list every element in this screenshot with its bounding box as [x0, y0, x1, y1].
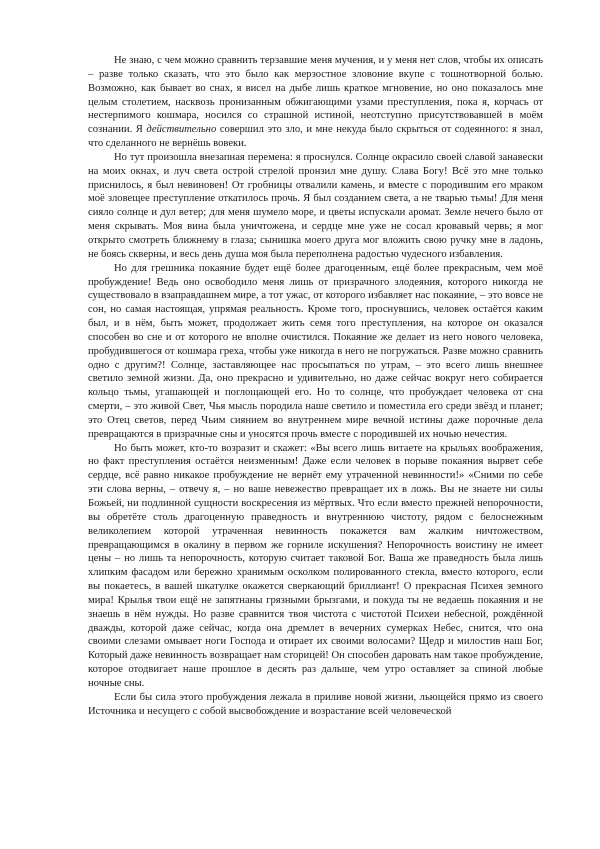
paragraph-1-text-start: Не знаю, с чем можно сравнить терзавшие меня мучения, и у меня нет слов, чтобы их описать – разве только сказать, что это было как мерзостное зловоние вкупе с тошнотворной болью. Возможно, как бывает во снах, я висел на дыбе лишь краткое мгновение, но оно показалось мне целым столетием, насквозь пронизанным обжигающими узами преступления, пока я, корчась от нестерпимого кошмара, носился со страшной истиной, неотступно присутствовавшей в моём сознании. Я: [88, 55, 543, 136]
paragraph-1: [88, 54, 543, 151]
emphasis-word: действительно: [146, 124, 217, 136]
body-text: [88, 54, 543, 719]
paragraph-5: Если бы сила этого пробуждения лежала в приливе новой жизни, льющейся прямо из своего Источника и несущего с собой высвобождение и возрастание всей человеческой: [88, 691, 543, 717]
paragraph-4: Но быть может, кто-то возразит и скажет: «Вы всего лишь витаете на крыльях воображения, но факт преступления остаётся неизменным! Даже если человек в порыве покаяния вырвет себе сердце, всё равно никакое пробуждение не вернёт ему утраченной невинности!» «Сними по себе эти слова верны, – отвечу я, – но ваше невежество превращает их в ложь. Вы не знаете ни силы Божьей, ни подлинной сущности воскресения из мёртвых. Что если вместо прежней непорочности, вы обретёте столь драгоценную праведность и внутреннюю чистоту, рядом с белоснежным великолепием которой утраченная невинность покажется вам жалким ничтожеством, превращающимся в окалину в первом же горниле искушения? Непорочность воистину не имеет цены – но лишь та непорочность, которую считает таковой Бог. Ваша же праведность была лишь хлипким фасадом или бережно хранимым осколком полированного стекла, вместо которого, если вы покаетесь, в вашей шкатулке окажется сверкающий бриллиант! О прекрасная Психея земного мира! Крылья твои ещё не запятнаны грязными брызгами, и покуда ты не ведаешь покаяния и не знаешь в нём нужды. Но разве сравнится твоя чистота с чистотой Психеи небесной, рождённой дважды, которой даже сейчас, когда она дремлет в вечерних сумерках Небес, снится, что она своими слезами омывает ноги Господа и отирает их своими волосами? Щедр и милостив наш Бог, Который даже невинность возвращает нам сторицей! Он способен даровать нам такое пробуждение, которое отодвигает наше прошлое в десять раз дальше, чем утро оставляет за спиной любые ночные сны.: [88, 442, 543, 689]
paragraph-3: Но для грешника покаяние будет ещё более драгоценным, ещё более прекрасным, чем моё пробуждение! Ведь оно освободило меня лишь от призрачного злодеяния, которого никогда не существовало в взаправдашнем мире, а тот ужас, от которого избавляет нас покаяние, – это вовсе не сон, но самая настоящая, упрямая реальность. Кроме того, проснувшись, человек остаётся каким был, и в нём, быть может, продолжает жить семя того преступления, на которое он оказался способен во сне и от которого не вполне очистился. Покаяние же делает из него нового человека, пробудившегося от кошмара греха, чтобы уже никогда в него не погружаться. Разве можно сравнить одно с другим?! Солнце, заставляющее нас просыпаться по утрам, – это всего лишь внешнее светило земной жизни. Да, оно прекрасно и удивительно, но даже сейчас вокруг него собирается кольцо тьмы, угашающей и поглощающей его. Но то солнце, что пробуждает человека от сна смерти, – это живой Свет, Чья мысль породила наше светило и поместила его среди звёзд и планет; это Отец светов, перед Чьим сиянием во внутреннем мире вечной истины даже порочные дела превращаются в призрачные сны и уносятся прочь вместе с породившей их ночью нечестия.: [88, 262, 543, 440]
paragraph-1-text-end: совершил это зло, и мне некуда было скрыться от содеянного: я знал, что сделанного не вернёшь вовеки.: [88, 124, 543, 150]
paragraph-2: Но тут произошла внезапная перемена: я проснулся. Солнце окрасило своей славой занавески на моих окнах, и луч света острой стрелой пронзил мне душу. Слава Богу! Всё это мне только приснилось, я был невиновен! От гробницы отвалили камень, и вместе с породившим его мраком моё зловещее преступление откатилось прочь. Я был созданием света, а не тварью тьмы! Для меня сияло солнце и дул ветер; для меня шумело море, и цветы испускали аромат. Земле нечего было от меня скрывать. Моя вина была уничтожена, и сердце мне уже не сосал кровавый червь; я мог открыто смотреть ближнему в глаза; сынишка моего друга мог вложить свою ручку мне в ладонь, не боясь скверны, и весь день душа моя была переполнена радостью чудесного избавления.: [88, 151, 543, 260]
